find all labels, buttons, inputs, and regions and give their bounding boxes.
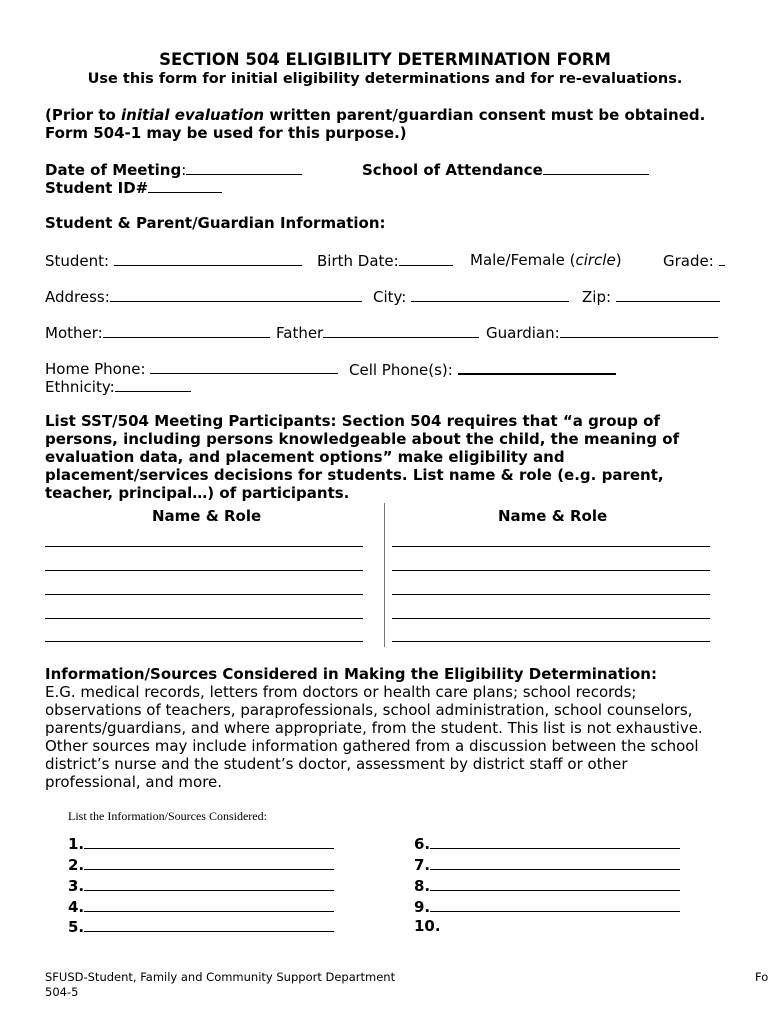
student-name-field[interactable]: Student: <box>45 251 302 270</box>
participants-left-header: Name & Role <box>152 507 262 525</box>
participant-line-left-1[interactable] <box>45 546 363 547</box>
consent-notice-line1: (Prior to initial evaluation written parent/guardian consent must be obtained. <box>45 106 706 124</box>
sources-text-line: parents/guardians, and where appropriate, from the student. This list is not exhaustive. <box>45 719 703 737</box>
form-subtitle: Use this form for initial eligibility determinations and for re-evaluations. <box>87 71 683 87</box>
home-phone-field[interactable]: Home Phone: <box>45 359 338 378</box>
participants-right-header: Name & Role <box>498 507 608 525</box>
participant-line-left-2[interactable] <box>45 570 363 571</box>
sources-text-line: Other sources may include information gathered from a discussion between the school <box>45 737 699 755</box>
participants-text-line: evaluation data, and placement options” make eligibility and <box>45 448 565 466</box>
guardian-field[interactable]: Guardian: <box>486 323 718 342</box>
grade-field[interactable]: Grade: <box>663 251 725 270</box>
participant-line-right-5[interactable] <box>392 641 710 642</box>
footer-department: SFUSD-Student, Family and Community Support Department <box>45 970 396 984</box>
student-id-field[interactable]: Student ID# <box>45 178 222 197</box>
source-item-1[interactable]: 1. <box>68 834 334 853</box>
gender-field[interactable]: Male/Female (circle) <box>470 251 622 269</box>
sources-text-line: observations of teachers, paraprofessionals, school administration, school counselors, <box>45 701 693 719</box>
birth-date-field[interactable]: Birth Date: <box>317 251 453 270</box>
sources-text-line: district’s nurse and the student’s doctor, assessment by district staff or other <box>45 755 628 773</box>
sources-text-line: E.G. medical records, letters from doctors or health care plans; school records; <box>45 683 637 701</box>
sources-heading: Information/Sources Considered in Making the Eligibility Determination: <box>45 665 657 683</box>
source-item-5[interactable]: 5. <box>68 917 334 936</box>
source-item-9[interactable]: 9. <box>414 897 680 916</box>
footer-form-code: 504-5 <box>45 985 79 999</box>
participant-line-left-5[interactable] <box>45 641 363 642</box>
city-field[interactable]: City: <box>373 287 569 306</box>
sources-list-label: List the Information/Sources Considered: <box>68 809 267 823</box>
mother-field[interactable]: Mother: <box>45 323 270 342</box>
participants-text-line: persons, including persons knowledgeable about the child, the meaning of <box>45 430 680 448</box>
zip-field[interactable]: Zip: <box>582 287 720 306</box>
student-info-heading: Student & Parent/Guardian Information: <box>45 214 386 232</box>
source-item-4[interactable]: 4. <box>68 897 334 916</box>
participants-text-line: List SST/504 Meeting Participants: Section 504 requires that “a group of <box>45 412 660 430</box>
footer-right-fragment: Fo <box>755 970 769 984</box>
date-of-meeting-field[interactable]: Date of Meeting: <box>45 160 302 179</box>
participants-column-divider <box>384 503 385 647</box>
source-item-3[interactable]: 3. <box>68 876 334 895</box>
form-title: SECTION 504 ELIGIBILITY DETERMINATION FORM <box>159 50 611 69</box>
sources-text-line: professional, and more. <box>45 773 223 791</box>
ethnicity-field[interactable]: Ethnicity: <box>45 377 191 396</box>
participants-text-line: teacher, principal…) of participants. <box>45 484 350 502</box>
consent-notice-line2: Form 504-1 may be used for this purpose.) <box>45 124 407 142</box>
participant-line-left-4[interactable] <box>45 618 363 619</box>
participant-line-left-3[interactable] <box>45 594 363 595</box>
source-item-7[interactable]: 7. <box>414 855 680 874</box>
source-item-2[interactable]: 2. <box>68 855 334 874</box>
participants-text-line: placement/services decisions for students. List name & role (e.g. parent, <box>45 466 664 484</box>
participant-line-right-4[interactable] <box>392 618 710 619</box>
participant-line-right-1[interactable] <box>392 546 710 547</box>
participant-line-right-3[interactable] <box>392 594 710 595</box>
address-field[interactable]: Address: <box>45 287 362 306</box>
cell-phone-field[interactable]: Cell Phone(s): <box>349 359 616 379</box>
source-item-10[interactable]: 10. <box>414 917 441 935</box>
source-item-8[interactable]: 8. <box>414 876 680 895</box>
source-item-6[interactable]: 6. <box>414 834 680 853</box>
father-field[interactable]: Father <box>276 323 479 342</box>
participant-line-right-2[interactable] <box>392 570 710 571</box>
school-of-attendance-field[interactable]: School of Attendance <box>362 160 649 179</box>
